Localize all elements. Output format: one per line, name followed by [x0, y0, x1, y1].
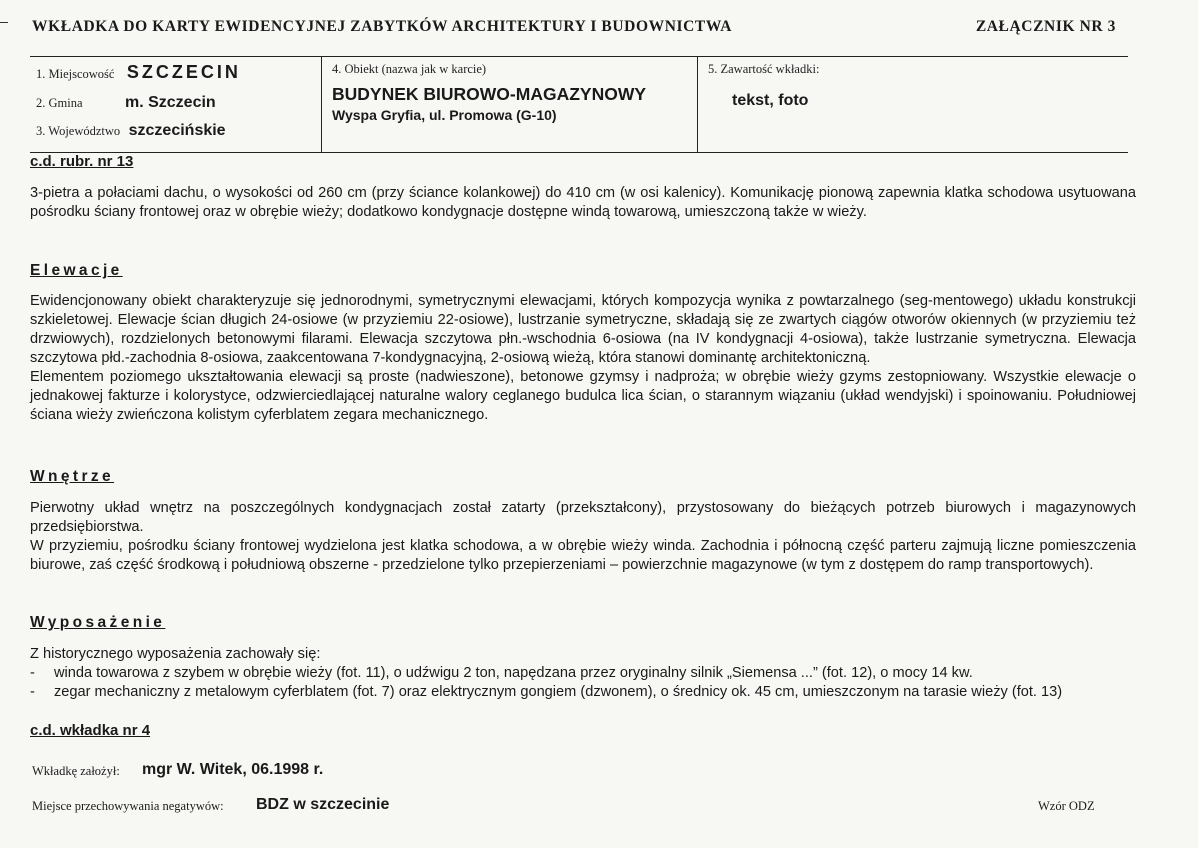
locality-field	[36, 62, 241, 83]
voivodeship-label: 3. Województwo	[36, 124, 121, 138]
form-divider-1	[321, 56, 322, 152]
form-bottom-rule	[30, 152, 1128, 153]
list-item	[30, 664, 1136, 683]
form-top-rule	[30, 56, 1128, 57]
paragraph: W przyziemiu, pośrodku ściany frontowej wydzielona jest klatka schodowa, a w obrębie wieży winda. Zachodnia i północną część parteru zajmują liczne pomieszczenia biurowe, zaś część środkową i południową obszerne - przedzielone tylko przepierzeniami – powierzchnie magazynowe (w tym z dostępem do ramp transportowych).	[30, 538, 1136, 573]
list-item-text: zegar mechaniczny z metalowym cyferblatem (fot. 7) oraz elektrycznym gongiem (dzwonem), o średnicy ok. 45 cm, umieszczonym na tarasie wieży (fot. 13)	[54, 684, 1063, 700]
object-name: BUDYNEK BIUROWO-MAGAZYNOWY	[332, 84, 647, 104]
commune-label: 2. Gmina	[36, 96, 83, 110]
contents-label: 5. Zawartość wkładki:	[708, 62, 820, 76]
section-heading-wyposazenie: Wyposażenie	[30, 614, 166, 631]
voivodeship-field	[36, 122, 226, 140]
section-elewacje-body	[30, 292, 1136, 425]
contents-value: tekst, foto	[732, 92, 809, 109]
paragraph: Elementem poziomego ukształtowania elewacji są proste (nadwieszone), betonowe gzymsy i nadproża; w obrębie wieży gzyms zestopniowany. Wszystkie elewacje o jednakowej fakturze i kolorystyce, odzwierciedlającej naturalne walory ceglanego budulca lica ścian, o starannym wiązaniu (układ wendyjski) i spoinowaniu. Południowej ściana wieży zwieńczona kolistym cyferblatem zegara mechanicznego.	[30, 369, 1136, 423]
list-item-text: winda towarowa z szybem w obrębie wieży (fot. 11), o udźwigu 2 ton, napędzana przez oryginalny silnik „Siemensa ...” (fot. 12), o mocy 14 kw.	[54, 665, 973, 681]
storage-value: BDZ w szczecinie	[256, 796, 390, 813]
author-label: Wkładkę założył:	[32, 764, 120, 778]
continuation-footer: c.d. wkładka nr 4	[30, 722, 151, 739]
object-address: Wyspa Gryfia, ul. Promowa (G-10)	[332, 107, 557, 123]
commune-value: m. Szczecin	[124, 94, 216, 111]
document-title: WKŁADKA DO KARTY EWIDENCYJNEJ ZABYTKÓW ARCHITEKTURY I BUDOWNICTWA	[32, 18, 733, 35]
locality-label: 1. Miejscowość	[36, 67, 115, 81]
section-wnetrze-body	[30, 499, 1136, 575]
template-mark: Wzór ODZ	[1038, 799, 1095, 813]
commune-field	[36, 94, 216, 112]
list-bullet: -	[30, 684, 35, 700]
list-bullet: -	[30, 665, 35, 681]
section-heading-elewacje: Elewacje	[30, 262, 123, 279]
voivodeship-value: szczecińskie	[128, 122, 226, 139]
paragraph: Ewidencjonowany obiekt charakteryzuje się jednorodnymi, symetrycznymi elewacjami, których kompozycja wynika z powtarzalnego (seg-mentowego) układu konstrukcji szkieletowej. Elewacje ścian długich 24-osiowe (w przyziemiu 22-osiowe), lustrzanie symetryczne, składają się ze zwartych ciągów otworów okiennych (w przyziemiu też drzwiowych), rozdzielonych betonowymi filarami. Elewacja szczytowa płn.-wschodnia 6-osiowa (na IV kondygnacji 4-osiowa), także lustrzanie symetryczna. Elewacja szczytowa płd.-zachodnia 8-osiowa, zaakcentowana 7-kondygnacyjną, 2-osiową wieżą, która stanowi dominantę architektoniczną.	[30, 293, 1136, 366]
author-value: mgr W. Witek, 06.1998 r.	[142, 761, 324, 778]
form-divider-2	[697, 56, 698, 152]
equipment-intro: Z historycznego wyposażenia zachowały się:	[30, 646, 321, 662]
equipment-list	[30, 664, 1136, 702]
object-label: 4. Obiekt (nazwa jak w karcie)	[332, 62, 487, 76]
storage-label: Miejsce przechowywania negatywów:	[32, 799, 224, 813]
annex-number: ZAŁĄCZNIK NR 3	[975, 18, 1116, 35]
continuation-heading: c.d. rubr. nr 13	[30, 153, 134, 170]
paragraph: Pierwotny układ wnętrz na poszczególnych kondygnacjach został zatarty (przekształcony), przystosowany do bieżących potrzeb biurowych i magazynowych przedsiębiorstwa.	[30, 500, 1136, 535]
margin-mark	[0, 22, 8, 23]
intro-paragraph: 3-pietra a połaciami dachu, o wysokości od 260 cm (przy ściance kolankowej) do 410 cm (w osi kalenicy). Komunikację pionową zapewnia klatka schodowa usytuowana pośrodku ściany frontowej oraz w obrębie wieży; dodatkowo kondygnacje dostępne windą towarową, umieszczoną także w wieży.	[30, 185, 1136, 220]
list-item	[30, 683, 1136, 702]
section-heading-wnetrze: Wnętrze	[30, 468, 115, 485]
locality-value: SZCZECIN	[126, 62, 241, 82]
